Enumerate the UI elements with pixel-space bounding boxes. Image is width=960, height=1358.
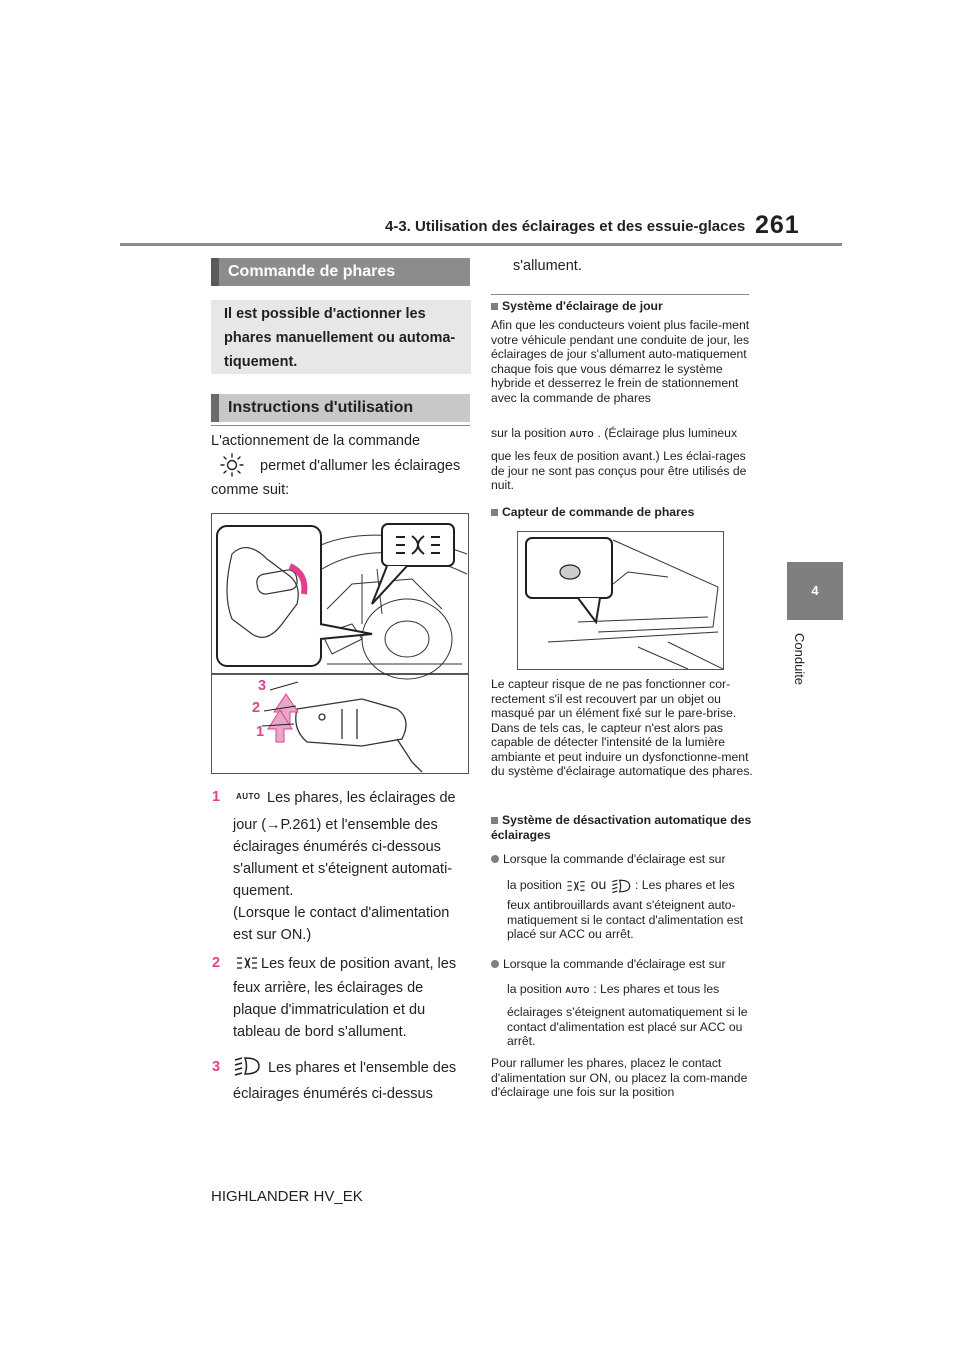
bullet2-text-b: la position bbox=[507, 982, 562, 996]
header-rule bbox=[120, 243, 842, 246]
item1-line1: Les phares, les éclairages de bbox=[267, 790, 456, 806]
fig-label-1: 1 bbox=[256, 724, 265, 740]
item1-line3: éclairages énumérés ci-dessous bbox=[233, 839, 441, 855]
bullet1-text-a: Lorsque la commande d'éclairage est sur bbox=[503, 852, 726, 866]
section-title: 4-3. Utilisation des éclairages et des essuie-glaces bbox=[385, 218, 746, 235]
intro-box: Il est possible d'actionner les phares manuellement ou automa-tiquement. bbox=[211, 300, 471, 374]
headlight-icon bbox=[610, 878, 632, 894]
bullet1-line3: feux antibrouillards avant s'éteignent auto-matiquement si le contact d'alimentation est placé sur ACC ou arrêt. bbox=[507, 898, 744, 941]
square-bullet-icon bbox=[491, 303, 498, 310]
column-separator bbox=[491, 294, 749, 295]
para-actionnement-3: comme suit: bbox=[211, 482, 290, 498]
para-daytime-2 bbox=[491, 426, 751, 443]
item1-line5: quement. bbox=[233, 883, 294, 899]
bullet-dot-icon bbox=[491, 960, 499, 968]
para-actionnement-2: permet d'allumer les éclairages bbox=[260, 458, 461, 474]
figure-light-switch bbox=[211, 513, 469, 774]
para-sensor: Le capteur risque de ne pas fonctionner cor-rectement s'il est recouvert par un objet ou masqué par un élément fixé sur le pare-brise. Dans de tels cas, le capteur n'est alors pas capable de détecter l'intensité de la lumière ambiante et peut induire un dysfonctionne-ment du système d'éclairage automatique des phares. bbox=[491, 677, 753, 778]
auto-icon: AUTO bbox=[565, 986, 590, 995]
parking-light-icon bbox=[565, 880, 587, 892]
auto-icon: AUTO bbox=[236, 792, 261, 801]
heading-instructions: Instructions d'utilisation bbox=[211, 394, 470, 422]
heading-sensor-text: Capteur de commande de phares bbox=[502, 505, 695, 519]
item1-line6: (Lorsque le contact d'alimentation bbox=[233, 905, 450, 921]
bullet1-line2 bbox=[507, 877, 755, 894]
item3-line1: Les phares et l'ensemble des bbox=[268, 1060, 457, 1076]
bullet1-text-c: : Les phares et les bbox=[635, 878, 735, 892]
heading-sensor bbox=[491, 505, 751, 520]
item2-line3: plaque d'immatriculation et du bbox=[233, 1002, 426, 1018]
item1-line4: s'allument et s'éteignent automati- bbox=[233, 861, 453, 877]
square-bullet-icon bbox=[491, 509, 498, 516]
chapter-tab: 4 bbox=[787, 562, 843, 620]
bullet1-text-b: la position bbox=[507, 878, 562, 892]
heading-daytime-lights-text: Système d'éclairage de jour bbox=[502, 299, 663, 313]
auto-icon: AUTO bbox=[569, 430, 595, 439]
heading-auto-off-text: Système de désactivation automatique des éclairages bbox=[491, 813, 752, 842]
heading-rule bbox=[211, 425, 470, 426]
item2-line1: Les feux de position avant, les bbox=[261, 956, 457, 972]
page-number: 261 bbox=[755, 211, 800, 239]
bullet2-text-a: Lorsque la commande d'éclairage est sur bbox=[503, 957, 726, 971]
bullet2-text-c: : Les phares et tous les bbox=[593, 982, 720, 996]
heading-commande-phares: Commande de phares bbox=[211, 258, 470, 286]
chapter-label: Conduite bbox=[792, 633, 807, 686]
illustration-windshield-sensor bbox=[518, 532, 723, 669]
para-daytime-2b: . (Éclairage plus lumineux bbox=[597, 426, 738, 440]
bullet2-line3: éclairages s’éteignent automatiquement si le contact d'alimentation est placé sur ACC ou arrêt. bbox=[507, 1005, 748, 1048]
light-switch-icon bbox=[218, 453, 246, 477]
item1-line2: jour (→P.261) et l'ensemble des bbox=[233, 817, 438, 833]
item3-number: 3 bbox=[212, 1059, 221, 1075]
bullet2-line2 bbox=[507, 982, 755, 999]
continued-text: s'allument. bbox=[513, 258, 582, 274]
square-bullet-icon bbox=[491, 817, 498, 824]
para-rallumer: Pour rallumer les phares, placez le contact d'alimentation sur ON, ou placez la com-mande d'éclairage une fois sur la position bbox=[491, 1056, 748, 1099]
fig-label-2: 2 bbox=[252, 700, 261, 716]
item2-number: 2 bbox=[212, 955, 221, 971]
parking-light-icon bbox=[236, 956, 258, 970]
item1-number: 1 bbox=[212, 789, 221, 805]
bullet-dot-icon bbox=[491, 855, 499, 863]
fig-label-3: 3 bbox=[258, 678, 267, 694]
headlight-icon bbox=[233, 1055, 261, 1077]
illustration-dashboard bbox=[212, 514, 468, 773]
para-actionnement-1: L'actionnement de la commande bbox=[211, 433, 421, 449]
bullet2-line1 bbox=[491, 957, 753, 972]
item2-line4: tableau de bord s'allument. bbox=[233, 1024, 407, 1040]
bullet1-ou: ou bbox=[590, 876, 607, 892]
bullet1-line1 bbox=[491, 852, 753, 867]
item1-line7: est sur ON.) bbox=[233, 927, 312, 943]
item2-line2: feux arrière, les éclairages de bbox=[233, 980, 424, 996]
footer-model: HIGHLANDER HV_EK bbox=[211, 1188, 363, 1205]
figure-sensor bbox=[517, 531, 724, 670]
para-daytime-2a: sur la position bbox=[491, 426, 567, 440]
heading-daytime-lights bbox=[491, 299, 751, 314]
para-daytime-3: que les feux de position avant.) Les éclai-rages de jour ne sont pas conçus pour être utilisés de nuit. bbox=[491, 449, 747, 492]
para-daytime-1: Afin que les conducteurs voient plus facile-ment votre véhicule pendant une conduite de jour, les éclairages de jour s'allument auto-matiquement chaque fois que vous démarrez le système hybride et desserrez le frein de stationnement avec la commande de phares bbox=[491, 318, 750, 405]
heading-auto-off bbox=[491, 813, 753, 842]
item3-line2: éclairages énumérés ci-dessus bbox=[233, 1086, 433, 1102]
